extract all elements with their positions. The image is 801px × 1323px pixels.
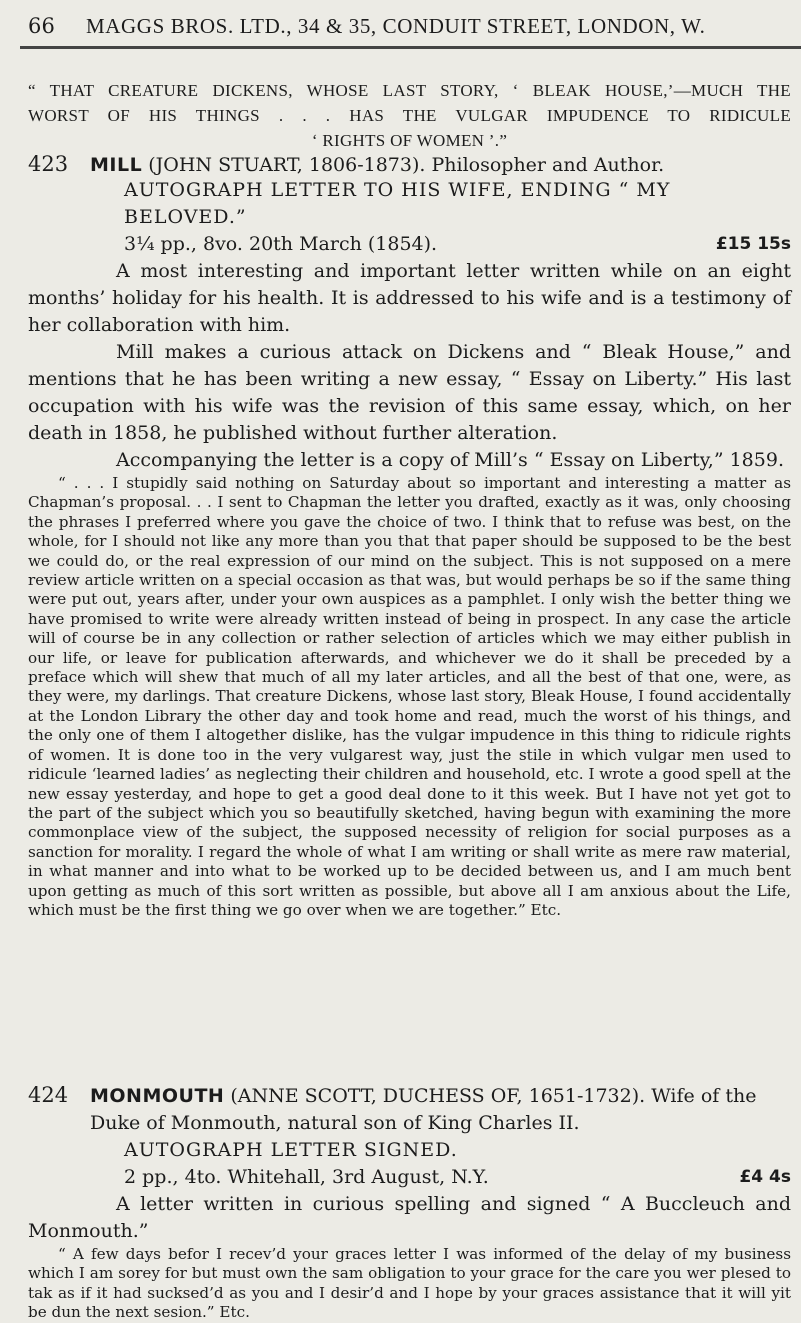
entry-price: £15 15s bbox=[715, 234, 791, 254]
lot-entry-424 bbox=[28, 1083, 791, 1323]
entry-paragraph: Mill makes a curious attack on Dickens and “ Bleak House,” and mentions that he has been writing a new essay, “ Essay on Liberty.” His last occupation with his wife was the revision of this same essay, which, on her death in 1858, he published without further alteration. bbox=[28, 341, 791, 444]
letter-extract bbox=[28, 1245, 791, 1323]
letter-extract-text: “ A few days befor I recev’d your graces letter I was informed of the delay of my business which I am sorey for but must own the sam obligation to your grace for the care you wer plesed to tak as if it had sucksed’d as you and I desir’d and I hope by your graces assistance that it will yit be dun the next sesion.” Etc. bbox=[28, 1245, 791, 1322]
entry-paragraph: Accompanying the letter is a copy of Mill’s “ Essay on Liberty,” 1859. bbox=[116, 449, 784, 471]
entry-paragraph: A most interesting and important letter written while on an eight months’ holiday for his health. It is addressed to his wife and is a testimony of her collaboration with him. bbox=[28, 260, 791, 336]
intro-quote-line-1: “ THAT CREATURE DICKENS, WHOSE LAST STORY, ‘ BLEAK HOUSE,’—MUCH THE bbox=[28, 81, 791, 100]
intro-quote bbox=[28, 78, 791, 153]
intro-quote-line-3: ‘ RIGHTS OF WOMEN ’.” bbox=[311, 131, 508, 150]
entry-description: (JOHN STUART, 1806-1873). Philosopher and Author. bbox=[148, 154, 665, 176]
entry-subheading: AUTOGRAPH LETTER SIGNED. bbox=[124, 1139, 458, 1161]
header-rule bbox=[20, 46, 801, 49]
lot-number: 423 bbox=[28, 152, 69, 176]
entry-meta: 2 pp., 4to. Whitehall, 3rd August, N.Y. bbox=[124, 1166, 489, 1188]
letter-extract bbox=[28, 474, 791, 920]
lot-number: 424 bbox=[28, 1083, 69, 1107]
entry-paragraph: A letter written in curious spelling and signed “ A Buccleuch and Monmouth.” bbox=[28, 1193, 791, 1242]
page-number: 66 bbox=[28, 14, 56, 38]
letter-extract-text: “ . . . I stupidly said nothing on Saturday about so important and interesting a matter as Chapman’s proposal. . . I sent to Chapman the letter you drafted, exactly as it was, only choosing the phrases I preferred where you gave the choice of two. I think that to refuse was best, on the whole, for I should not like any more than you that that paper should be supposed to be the best we could do, or the real expression of our mind on the subject. This is not supposed on a mere review article written on a special occasion as that was, but would perhaps be so if the same thing were put out, years after, under your own auspices as a pamphlet. I only wish the better thing we have promised to write were already written instead of being in prospect. In any case the article will of course be in any collection or rather selection of articles which we may either publish in our life, or leave for publication afterwards, and whichever we do it shall be preceded by a preface which will shew that much of all my later articles, and all the best of that one, were, as they were, my darlings. That creature Dickens, whose last story, Bleak House, I found accidentally at the London Library the other day and took home and read, much the worst of his things, and the only one of them I altogether dislike, has the vulgar impudence in this thing to ridicule rights of women. It is done too in the very vulgarest way, just the stile in which vulgar men used to ridicule ‘learned ladies’ as neglecting their children and household, etc. I wrote a good spell at the new essay yesterday, and hope to get a good deal done to it this week. But I have not yet got to the part of the subject which you so beautifully sketched, having begun with examining the more commonplace view of the subject, the supposed necessity of religion for social purposes as a sanction for morality. I regard the whole of what I am writing or shall write as mere raw material, in what manner and into what to be worked up to be decided between us, and I am much bent upon getting as much of this sort written as possible, but above all I am anxious about the Life, which must be the first thing we go over when we are together.” Etc. bbox=[28, 474, 791, 919]
running-title: MAGGS BROS. LTD., 34 & 35, CONDUIT STREET, LONDON, W. bbox=[86, 14, 706, 38]
entry-subheading: AUTOGRAPH LETTER TO HIS WIFE, ENDING “ MY BELOVED.” bbox=[124, 179, 671, 228]
running-header bbox=[28, 14, 787, 39]
entry-price: £4 4s bbox=[739, 1167, 791, 1187]
entry-description: (ANNE SCOTT, DUCHESS OF, 1651-1732). Wife of the Duke of Monmouth, natural son of King Charles II. bbox=[90, 1085, 757, 1134]
intro-quote-line-2: WORST OF HIS THINGS . . . HAS THE VULGAR IMPUDENCE TO RIDICULE bbox=[28, 106, 791, 125]
entry-name: MONMOUTH bbox=[90, 1085, 225, 1107]
entry-meta: 3¼ pp., 8vo. 20th March (1854). bbox=[124, 233, 438, 255]
entry-name: MILL bbox=[90, 154, 143, 176]
lot-entry-423 bbox=[28, 152, 791, 920]
